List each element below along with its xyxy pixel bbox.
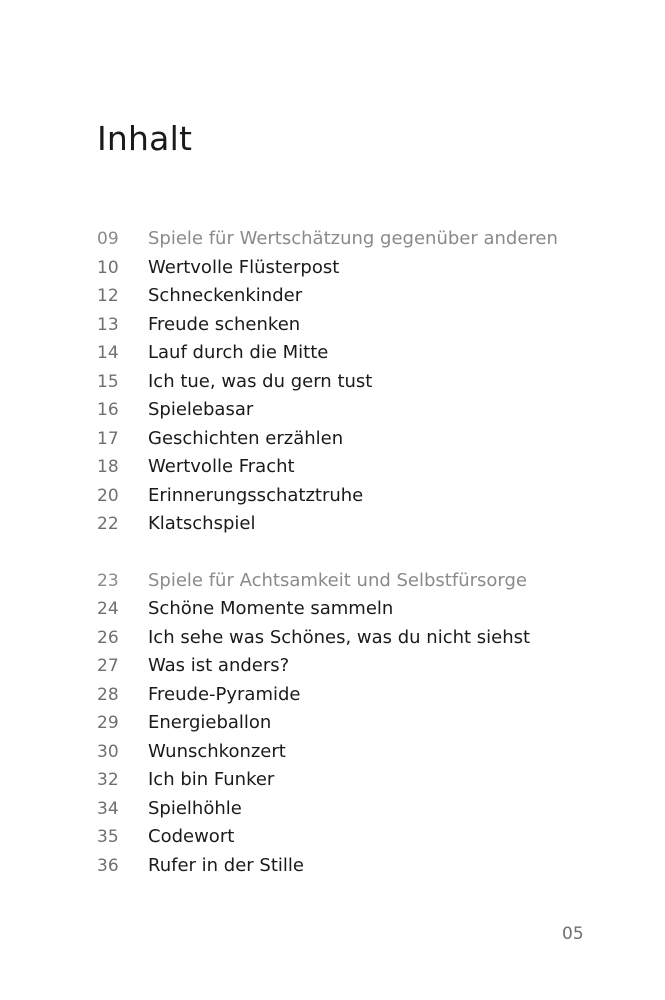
entry-title: Erinnerungsschatztruhe — [148, 484, 364, 506]
entry-title: Klatschspiel — [148, 513, 256, 534]
page-number: 28 — [97, 684, 119, 705]
toc-entry — [97, 396, 617, 425]
entry-title: Geschichten erzählen — [148, 427, 344, 449]
toc-entry — [97, 766, 617, 795]
entry-title: Lauf durch die Mitte — [148, 342, 329, 363]
entry-title: Schneckenkinder — [148, 285, 303, 306]
page-number: 29 — [97, 713, 119, 733]
page-number: 24 — [97, 599, 119, 619]
entry-title: Was ist anders? — [148, 655, 290, 676]
entry-title: Wertvolle Flüsterpost — [148, 256, 340, 278]
toc-entry — [97, 595, 617, 624]
page-number: 30 — [97, 741, 119, 762]
page-title: Inhalt — [97, 119, 193, 158]
toc-entry — [97, 425, 617, 454]
toc-entry — [97, 681, 617, 710]
page-number: 32 — [97, 770, 119, 790]
toc-entry — [97, 482, 617, 511]
toc-entry — [97, 453, 617, 482]
entry-title: Spielhöhle — [148, 797, 242, 819]
entry-title: Spielebasar — [148, 399, 254, 420]
page-number: 15 — [97, 371, 119, 392]
entry-title: Wunschkonzert — [148, 740, 286, 762]
toc-section-heading — [97, 225, 617, 254]
toc-entry — [97, 852, 617, 881]
entry-title: Energieballon — [148, 712, 272, 733]
page-number: 13 — [97, 314, 119, 335]
page-number: 20 — [97, 485, 119, 506]
table-of-contents — [97, 225, 617, 880]
toc-entry — [97, 709, 617, 738]
page-number: 14 — [97, 343, 119, 363]
entry-title: Wertvolle Fracht — [148, 456, 295, 477]
entry-title: Ich tue, was du gern tust — [148, 370, 373, 392]
toc-entry — [97, 282, 617, 311]
page-number: 26 — [97, 627, 119, 648]
entry-title: Rufer in der Stille — [148, 854, 304, 876]
page-number: 22 — [97, 514, 119, 534]
toc-section-achtsamkeit — [97, 567, 617, 881]
toc-entry — [97, 738, 617, 767]
toc-entry — [97, 311, 617, 340]
page-number: 34 — [97, 798, 119, 819]
toc-entry — [97, 795, 617, 824]
toc-entry — [97, 510, 617, 539]
page-number: 27 — [97, 656, 119, 676]
toc-section-wertschaetzung — [97, 225, 617, 539]
page-number: 16 — [97, 400, 119, 420]
page-number: 23 — [97, 570, 119, 591]
page-number: 12 — [97, 286, 119, 306]
toc-entry — [97, 823, 617, 852]
page-number: 35 — [97, 827, 119, 847]
page-folio: 05 — [562, 924, 584, 944]
entry-title: Freude schenken — [148, 313, 301, 335]
entry-title: Ich sehe was Schönes, was du nicht siehst — [148, 626, 531, 648]
toc-entry — [97, 624, 617, 653]
toc-entry — [97, 368, 617, 397]
page-number: 36 — [97, 855, 119, 876]
page-number: 10 — [97, 257, 119, 278]
entry-title: Ich bin Funker — [148, 769, 275, 790]
toc-entry — [97, 339, 617, 368]
toc-entry — [97, 652, 617, 681]
entry-title: Freude-Pyramide — [148, 683, 301, 705]
entry-title: Codewort — [148, 826, 235, 847]
toc-section-heading — [97, 567, 617, 596]
section-title: Spiele für Achtsamkeit und Selbstfürsorge — [148, 569, 527, 591]
page-number: 18 — [97, 457, 119, 477]
page-number: 17 — [97, 428, 119, 449]
entry-title: Schöne Momente sammeln — [148, 598, 394, 619]
section-title: Spiele für Wertschätzung gegenüber anderen — [148, 228, 558, 249]
page-number: 09 — [97, 229, 119, 249]
toc-entry — [97, 254, 617, 283]
